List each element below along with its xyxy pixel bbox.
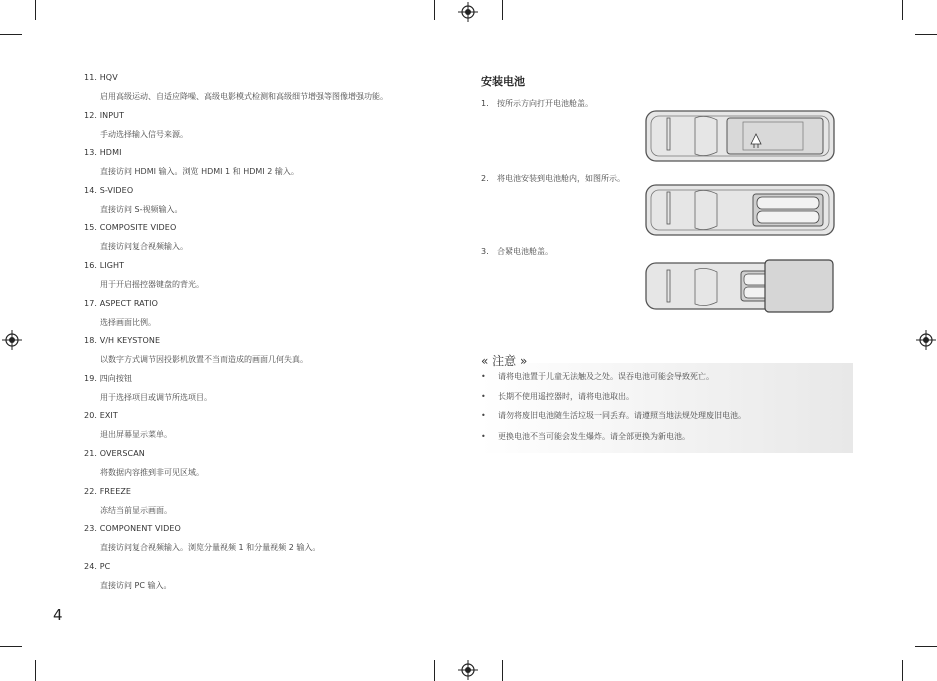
item-description: 以数字方式调节因投影机放置不当而造成的画面几何失真。 <box>100 355 308 365</box>
install-step: 1. 按所示方向打开电池舱盖。 <box>481 99 593 108</box>
list-item <box>84 523 444 561</box>
list-item <box>84 72 444 110</box>
crop-mark <box>0 34 22 35</box>
item-heading: 14. S-VIDEO <box>84 185 134 195</box>
item-description: 直接访问 S-视频输入。 <box>100 204 183 214</box>
notice-bullet: • 长期不使用遥控器时，请将电池取出。 <box>481 392 634 401</box>
item-description: 直接访问 HDMI 输入。浏览 HDMI 1 和 HDMI 2 输入。 <box>100 167 299 177</box>
crop-mark <box>0 646 22 647</box>
registration-mark-icon <box>916 330 936 350</box>
registration-mark-icon <box>2 330 22 350</box>
crop-mark <box>902 660 903 681</box>
item-heading: 19. 四向按钮 <box>84 373 133 383</box>
page-number: 4 <box>53 606 63 624</box>
remote-cover-open-illustration <box>645 108 835 164</box>
crop-mark <box>915 646 937 647</box>
crop-mark <box>502 660 503 681</box>
item-heading: 20. EXIT <box>84 411 118 421</box>
item-description: 退出屏幕显示菜单。 <box>100 430 172 440</box>
item-description: 冻结当前显示画面。 <box>100 505 172 515</box>
remote-batteries-illustration <box>645 182 835 238</box>
item-description: 用于开启摇控器键盘的背光。 <box>100 279 204 289</box>
list-item <box>84 561 444 599</box>
item-heading: 23. COMPONENT VIDEO <box>84 524 181 534</box>
item-heading: 16. LIGHT <box>84 260 125 270</box>
list-item <box>84 185 444 223</box>
item-description: 用于选择项目或调节所选项目。 <box>100 392 212 402</box>
button-description-list <box>84 72 444 598</box>
crop-mark <box>434 0 435 20</box>
install-step: 3. 合紧电池舱盖。 <box>481 247 553 256</box>
list-item <box>84 486 444 524</box>
item-heading: 22. FREEZE <box>84 486 132 496</box>
notice-bullet: • 请勿将废旧电池随生活垃圾一同丢弃。请遵照当地法规处理废旧电池。 <box>481 411 746 420</box>
registration-mark-icon <box>458 2 478 22</box>
list-item <box>84 110 444 148</box>
list-item <box>84 410 444 448</box>
item-description: 直接访问 PC 输入。 <box>100 580 172 590</box>
list-item <box>84 448 444 486</box>
list-item <box>84 298 444 336</box>
remote-cover-close-illustration <box>645 258 835 314</box>
notice-bullet: • 请将电池置于儿童无法触及之处。误吞电池可能会导致死亡。 <box>481 372 714 381</box>
item-heading: 11. HQV <box>84 73 118 82</box>
list-item <box>84 373 444 411</box>
crop-mark <box>902 0 903 20</box>
install-step: 2. 将电池安装到电池舱内，如图所示。 <box>481 174 625 183</box>
list-item <box>84 335 444 373</box>
crop-mark <box>35 660 36 681</box>
list-item <box>84 147 444 185</box>
item-heading: 17. ASPECT RATIO <box>84 298 158 308</box>
item-description: 直接访问复合视频输入。 <box>100 242 188 252</box>
crop-mark <box>434 660 435 681</box>
notice-title: « 注意 » <box>481 354 528 368</box>
item-description: 将数据内容推到非可见区域。 <box>100 467 204 477</box>
list-item <box>84 222 444 260</box>
crop-mark <box>502 0 503 20</box>
notice-bullet: • 更换电池不当可能会发生爆炸。请全部更换为新电池。 <box>481 432 690 441</box>
crop-mark <box>915 34 937 35</box>
item-heading: 21. OVERSCAN <box>84 448 145 458</box>
item-heading: 15. COMPOSITE VIDEO <box>84 223 177 233</box>
item-heading: 13. HDMI <box>84 148 122 158</box>
item-description: 直接访问复合视频输入。浏览分量视频 1 和分量视频 2 输入。 <box>100 543 321 553</box>
item-description: 手动选择输入信号来源。 <box>100 129 188 139</box>
registration-mark-icon <box>458 660 478 680</box>
item-heading: 24. PC <box>84 561 111 571</box>
section-heading: 安装电池 <box>481 75 525 88</box>
list-item <box>84 260 444 298</box>
item-description: 选择画面比例。 <box>100 317 156 327</box>
item-heading: 12. INPUT <box>84 110 125 120</box>
crop-mark <box>35 0 36 20</box>
item-heading: 18. V/H KEYSTONE <box>84 336 161 346</box>
item-description: 启用高级运动、自适应降噪、高级电影模式检测和高级细节增强等图像增强功能。 <box>100 92 388 101</box>
